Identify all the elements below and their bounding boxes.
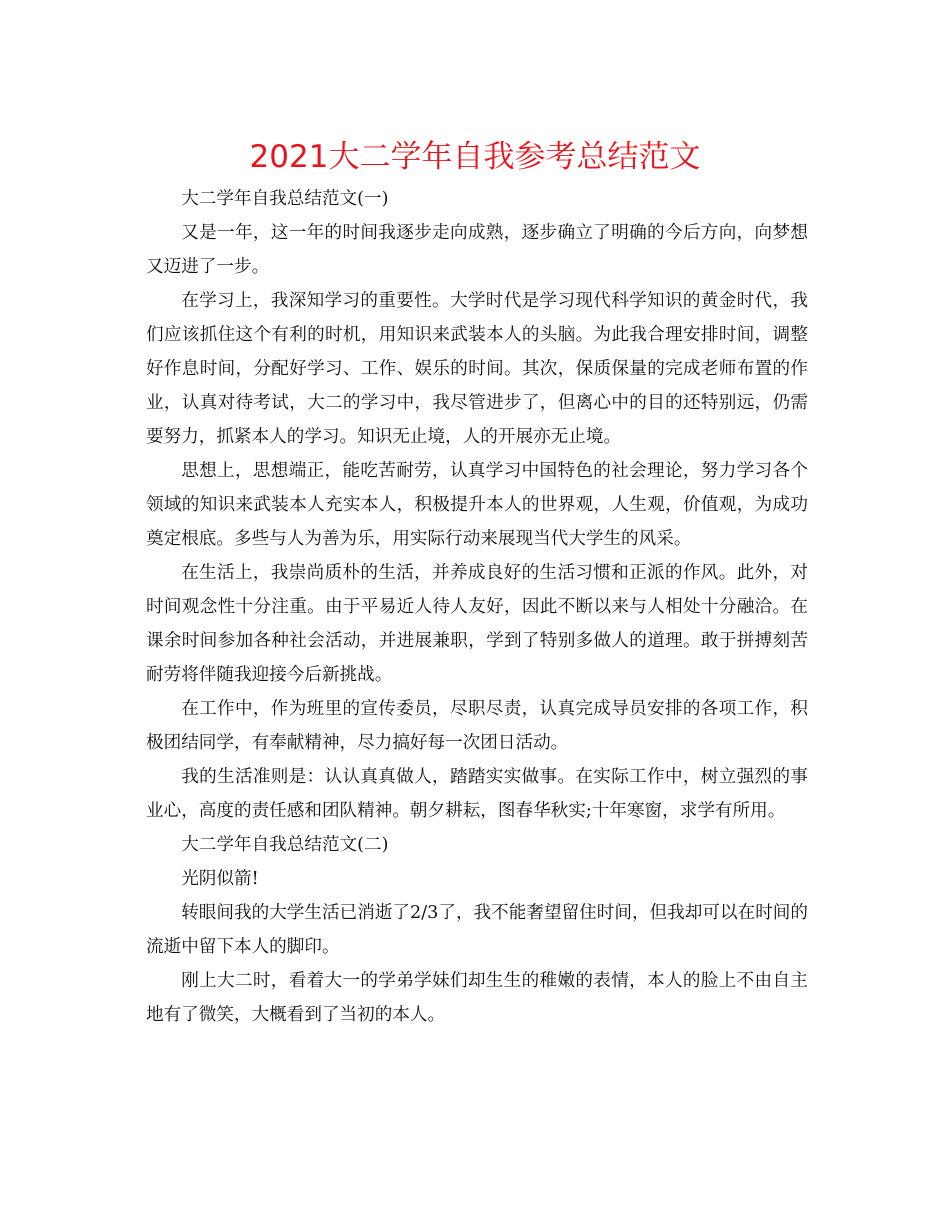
paragraph: 大二学年自我总结范文(二) <box>181 835 389 855</box>
paragraph: 在学习上，我深知学习的重要性。大学时代是学习现代科学知识的黄金时代，我们应该抓住这个有利的时机，用知识来武装本人的头脑。为此我合理安排时间，调整好作息时间，分配好学习、工作、娱乐的时间。其次，保质保量的完成老师布置的作业，认真对待考试，大二的学习中，我尽管进步了，但离心中的目的还特别远，仍需要努力，抓紧本人的学习。知识无止境，人的开展亦无止境。 <box>146 291 808 447</box>
paragraph: 大二学年自我总结范文(一) <box>181 189 389 209</box>
document-body <box>146 182 808 1032</box>
paragraph: 又是一年，这一年的时间我逐步走向成熟，逐步确立了明确的今后方向，向梦想又迈进了一步。 <box>146 223 808 277</box>
paragraph: 在生活上，我崇尚质朴的生活，并养成良好的生活习惯和正派的作风。此外，对时间观念性十分注重。由于平易近人待人友好，因此不断以来与人相处十分融洽。在课余时间参加各种社会活动，并进展兼职，学到了特别多做人的道理。敢于拼搏刻苦耐劳将伴随我迎接今后新挑战。 <box>146 563 808 685</box>
document-title: 2021大二学年自我参考总结范文 <box>249 139 701 175</box>
paragraph: 我的生活准则是：认认真真做人，踏踏实实做事。在实际工作中，树立强烈的事业心，高度的责任感和团队精神。朝夕耕耘，图春华秋实;十年寒窗，求学有所用。 <box>146 767 808 821</box>
paragraph: 光阴似箭! <box>181 869 259 889</box>
paragraph: 刚上大二时，看着大一的学弟学妹们却生生的稚嫩的表情，本人的脸上不由自主地有了微笑，大概看到了当初的本人。 <box>146 971 808 1025</box>
paragraph: 转眼间我的大学生活已消逝了2/3了，我不能奢望留住时间，但我却可以在时间的流逝中留下本人的脚印。 <box>146 903 808 957</box>
paragraph: 思想上，思想端正，能吃苦耐劳，认真学习中国特色的社会理论，努力学习各个领域的知识来武装本人充实本人，积极提升本人的世界观，人生观，价值观，为成功奠定根底。多些与人为善为乐，用实际行动来展现当代大学生的风采。 <box>146 461 808 549</box>
paragraph: 在工作中，作为班里的宣传委员，尽职尽责，认真完成导员安排的各项工作，积极团结同学，有奉献精神，尽力搞好每一次团日活动。 <box>146 699 808 753</box>
